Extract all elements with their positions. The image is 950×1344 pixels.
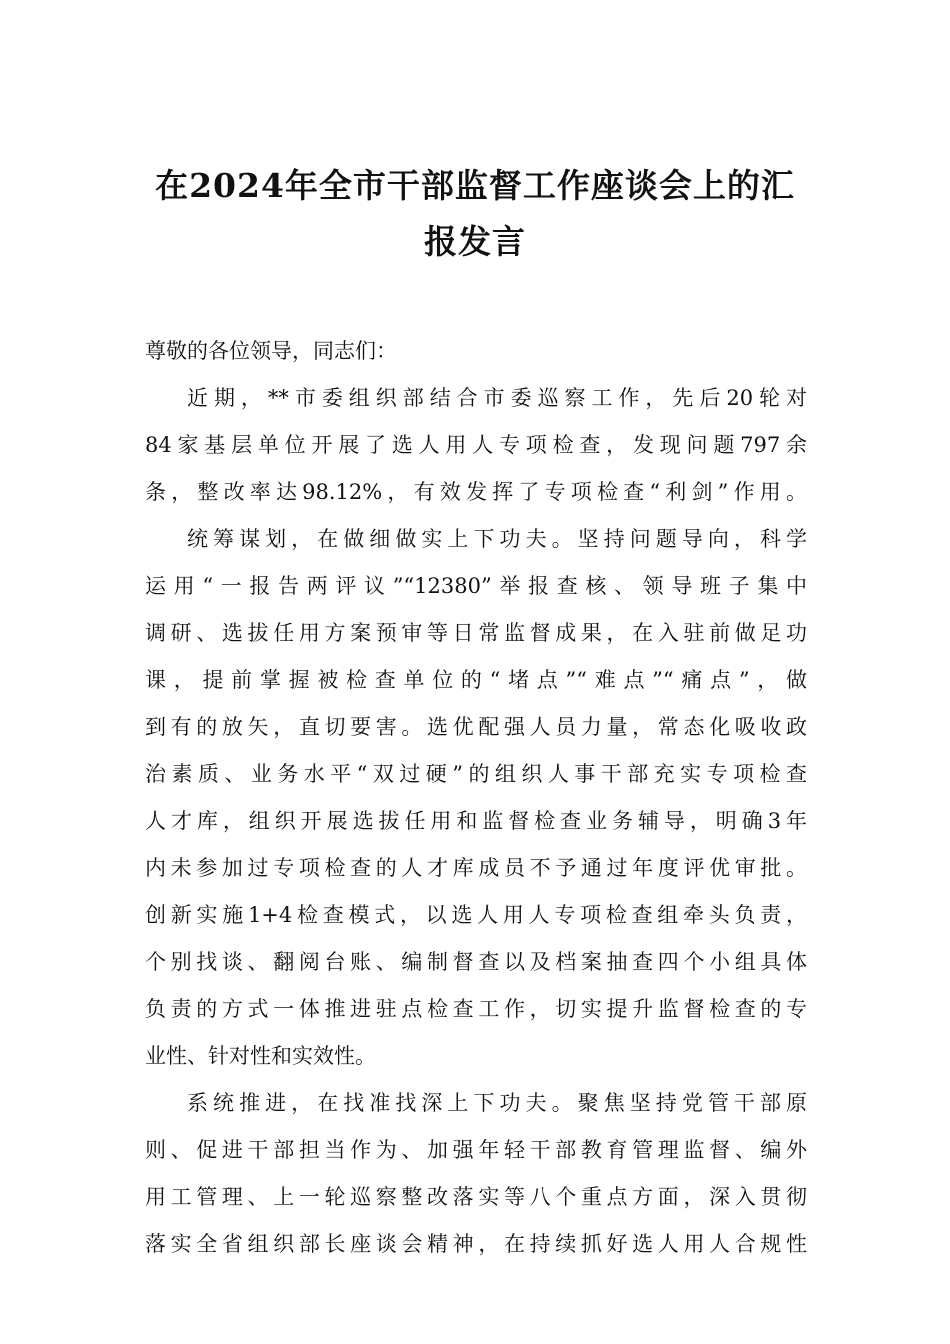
- paragraph-line: 业性、针对性和实效性。: [145, 1044, 376, 1068]
- paragraph-line: 落实全省组织部长座谈会精神，在持续抓好选人用人合规性: [145, 1232, 807, 1256]
- paragraph-line: 84家基层单位开展了选人用人专项检查，发现问题797余: [145, 433, 807, 457]
- paragraph-line: 统筹谋划，在做细做实上下功夫。坚持问题导向，科学: [187, 527, 807, 551]
- paragraph-line: 到有的放矢，直切要害。选优配强人员力量，常态化吸收政: [145, 715, 807, 739]
- title-line-1: 在2024年全市干部监督工作座谈会上的汇: [155, 166, 795, 205]
- salutation: 尊敬的各位领导，同志们：: [145, 339, 397, 363]
- paragraph-3: [145, 1080, 807, 1268]
- paragraph-line: 负责的方式一体推进驻点检查工作，切实提升监督检查的专: [145, 997, 807, 1021]
- paragraph-line: 运用“一报告两评议”“12380”举报查核、领导班子集中: [145, 574, 807, 598]
- paragraph-line: 人才库，组织开展选拔任用和监督检查业务辅导，明确3年: [145, 809, 807, 833]
- paragraph-line: 课，提前掌握被检查单位的“堵点”“难点”“痛点”，做: [145, 668, 807, 692]
- paragraph-line: 内未参加过专项检查的人才库成员不予通过年度评优审批。: [145, 856, 807, 880]
- paragraph-line: 调研、选拔任用方案预审等日常监督成果，在入驻前做足功: [145, 621, 807, 645]
- paragraph-line: 则、促进干部担当作为、加强年轻干部教育管理监督、编外: [145, 1138, 807, 1162]
- paragraph-line: 系统推进，在找准找深上下功夫。聚焦坚持党管干部原: [187, 1091, 807, 1115]
- title-line-2: 报发言: [424, 222, 526, 261]
- paragraph-line: 治素质、业务水平“双过硬”的组织人事干部充实专项检查: [145, 762, 807, 786]
- paragraph-2: [145, 516, 807, 1080]
- document-body: [145, 328, 807, 1268]
- paragraph-line: 创新实施1+4检查模式，以选人用人专项检查组牵头负责，: [145, 903, 807, 927]
- paragraph-line: 近期，**市委组织部结合市委巡察工作，先后20轮对: [187, 386, 807, 410]
- paragraph-line: 条，整改率达98.12%，有效发挥了专项检查“利剑”作用。: [145, 480, 807, 504]
- paragraph-line: 个别找谈、翻阅台账、编制督查以及档案抽查四个小组具体: [145, 950, 807, 974]
- document-title: [140, 158, 810, 270]
- paragraph-1: [145, 375, 807, 516]
- paragraph-line: 用工管理、上一轮巡察整改落实等八个重点方面，深入贯彻: [145, 1185, 807, 1209]
